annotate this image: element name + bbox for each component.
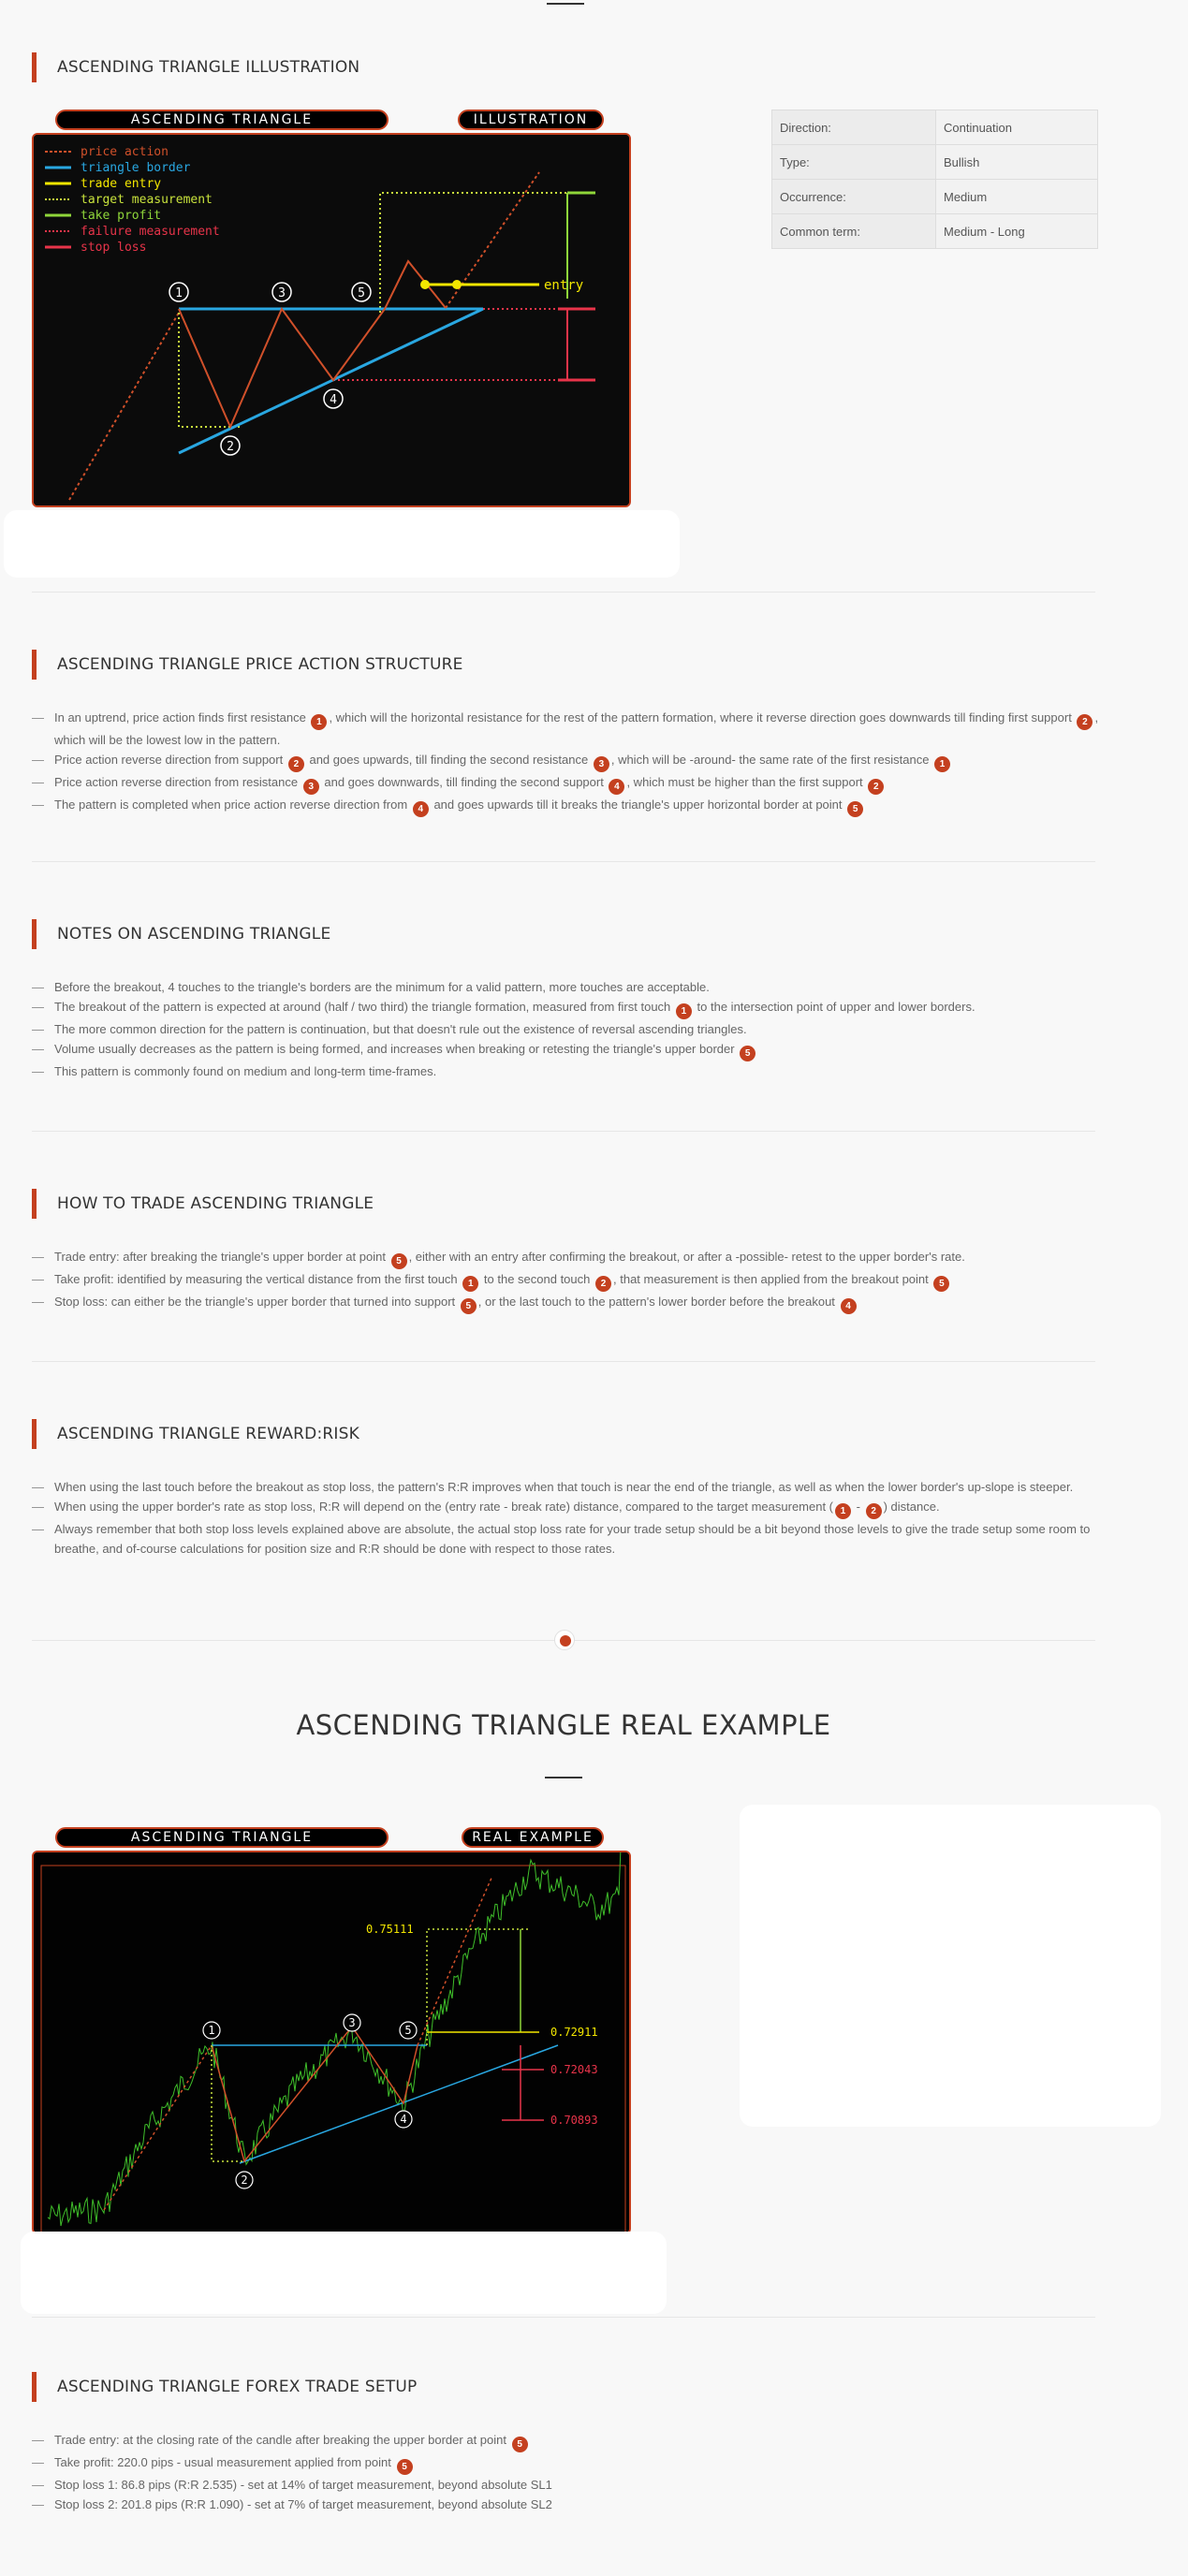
section-divider — [32, 861, 1095, 862]
price-sl1-label: 0.72043 — [550, 2063, 598, 2076]
list-item: — This pattern is commonly found on medium and long-term time-frames. — [32, 1061, 1099, 1081]
price-target-label: 0.75111 — [366, 1923, 414, 1936]
legend-take-profit: take profit — [81, 209, 162, 223]
section-reward-heading — [32, 1419, 359, 1449]
list-item: — Take profit: 220.0 pips - usual measurement applied from point 5 — [32, 2452, 1099, 2475]
real-example-svg — [34, 1852, 631, 2234]
list-item: — When using the last touch before the breakout as stop loss, the pattern's R:R improves when that touch is near the end of the triangle, as well as when the lower border's up-slope is steeper. — [32, 1477, 1099, 1497]
list-item: — The breakout of the pattern is expected at around (half / two third) the triangle formation, measured from first touch 1 to the intersection point of upper and lower borders. — [32, 997, 1099, 1019]
info-key: Direction: — [772, 110, 936, 145]
section-setup-heading — [32, 2372, 417, 2402]
price-entry-label: 0.72911 — [550, 2026, 598, 2039]
legend-stop-loss: stop loss — [81, 241, 147, 255]
table-row — [772, 145, 1098, 180]
legend-trade-entry: trade entry — [81, 177, 162, 191]
legend-target-measurement: target measurement — [81, 193, 213, 207]
list-item: — When using the upper border's rate as stop loss, R:R will depend on the (entry rate - break rate) distance, compared to the target measurement ( 1 - 2 ) distance. — [32, 1497, 1099, 1519]
blank-panel — [21, 2232, 667, 2314]
legend-failure-measurement: failure measurement — [81, 225, 220, 239]
list-item: — Before the breakout, 4 touches to the triangle's borders are the minimum for a valid pattern, more touches are acceptable. — [32, 977, 1099, 997]
heading-accent-bar — [32, 2372, 37, 2402]
table-row — [772, 110, 1098, 145]
section-structure-heading — [32, 650, 463, 680]
list-item: — Stop loss 2: 201.8 pips (R:R 1.090) - set at 7% of target measurement, beyond absolute SL2 — [32, 2495, 1099, 2514]
blank-panel — [4, 510, 680, 578]
list-item: — Trade entry: at the closing rate of the candle after breaking the upper border at point 5 — [32, 2430, 1099, 2452]
heading-accent-bar — [32, 1419, 37, 1449]
section-title: ASCENDING TRIANGLE REWARD:RISK — [57, 1425, 359, 1443]
structure-list — [32, 708, 1099, 817]
list-item: — Volume usually decreases as the pattern is being formed, and increases when breaking or retesting the triangle's upper border 5 — [32, 1039, 1099, 1061]
heading-accent-bar — [32, 919, 37, 949]
list-item: — Price action reverse direction from support 2 and goes upwards, till finding the second resistance 3 , which will be -around- the same rate of the first resistance 1 — [32, 750, 1099, 772]
section-notes-heading — [32, 919, 330, 949]
list-item: — Take profit: identified by measuring the vertical distance from the first touch 1 to the second touch 2 , that measurement is then applied from the breakout point 5 — [32, 1269, 1099, 1292]
table-row — [772, 180, 1098, 214]
section-title: HOW TO TRADE ASCENDING TRIANGLE — [57, 1194, 374, 1213]
section-divider — [32, 592, 1095, 593]
list-item: — Stop loss: can either be the triangle's upper border that turned into support 5 , or the last touch to the pattern's lower border before the breakout 4 — [32, 1292, 1099, 1314]
point-5: 5 — [404, 2024, 412, 2037]
table-row — [772, 214, 1098, 249]
illustration-tab-left: ASCENDING TRIANGLE — [55, 110, 389, 130]
ascending-triangle-illustration — [32, 133, 631, 507]
list-item: — Always remember that both stop loss levels explained above are absolute, the actual stop loss rate for your trade setup should be a bit beyond those levels to give the trade setup some room to breathe, and of-course calculations for position size and R:R should be done with respect to those rates. — [32, 1519, 1099, 1559]
point-1: 1 — [208, 2024, 215, 2037]
list-item: — Trade entry: after breaking the triangle's upper border at point 5 , either with an entry after confirming the breakout, or after a -possible- retest to the upper border's rate. — [32, 1247, 1099, 1269]
info-value: Continuation — [936, 110, 1098, 145]
section-illustration-heading — [32, 52, 359, 82]
point-2: 2 — [241, 2174, 248, 2187]
point-4: 4 — [330, 393, 337, 407]
heading-accent-bar — [32, 650, 37, 680]
real-example-tab-right: REAL EXAMPLE — [462, 1827, 604, 1848]
info-key: Occurrence: — [772, 180, 936, 214]
section-divider — [32, 2317, 1095, 2318]
real-example-tab-left: ASCENDING TRIANGLE — [55, 1827, 389, 1848]
entry-label: entry — [544, 278, 584, 293]
real-example-chart — [32, 1851, 631, 2234]
list-item: — The more common direction for the pattern is continuation, but that doesn't rule out the existence of reversal ascending triangles. — [32, 1019, 1099, 1039]
notes-list — [32, 977, 1099, 1081]
point-3: 3 — [348, 2016, 356, 2029]
point-4: 4 — [400, 2113, 407, 2126]
price-sl2-label: 0.70893 — [550, 2114, 598, 2127]
section-title: ASCENDING TRIANGLE FOREX TRADE SETUP — [57, 2378, 418, 2396]
info-value: Bullish — [936, 145, 1098, 180]
trade-list — [32, 1247, 1099, 1314]
illustration-svg — [34, 135, 631, 507]
info-value: Medium — [936, 180, 1098, 214]
title-rule — [545, 1777, 582, 1778]
section-separator-dot — [554, 1630, 575, 1650]
list-item: — In an uptrend, price action finds first resistance 1 , which will the horizontal resistance for the rest of the pattern formation, where it reverse direction goes downwards till finding first support 2 , which will be the lowest low in the pattern. — [32, 708, 1099, 750]
point-2: 2 — [227, 440, 234, 454]
setup-list — [32, 2430, 1099, 2514]
info-key: Type: — [772, 145, 936, 180]
illustration-tab-right: ILLUSTRATION — [458, 110, 604, 130]
list-item: — Stop loss 1: 86.8 pips (R:R 2.535) - set at 14% of target measurement, beyond absolute SL1 — [32, 2475, 1099, 2495]
section-title: ASCENDING TRIANGLE PRICE ACTION STRUCTURE — [57, 655, 463, 674]
point-1: 1 — [175, 286, 183, 300]
list-item: — The pattern is completed when price action reverse direction from 4 and goes upwards till it breaks the triangle's upper horizontal border at point 5 — [32, 795, 1099, 817]
heading-accent-bar — [32, 1189, 37, 1219]
real-example-title: ASCENDING TRIANGLE REAL EXAMPLE — [296, 1709, 831, 1741]
heading-accent-bar — [32, 52, 37, 82]
section-title: ASCENDING TRIANGLE ILLUSTRATION — [57, 58, 360, 77]
list-item: — Price action reverse direction from resistance 3 and goes downwards, till finding the second support 4 , which must be higher than the first support 2 — [32, 772, 1099, 795]
legend-price-action: price action — [81, 145, 169, 159]
section-trade-heading — [32, 1189, 374, 1219]
legend-triangle-border: triangle border — [81, 161, 191, 175]
point-3: 3 — [278, 286, 286, 300]
section-divider — [32, 1361, 1095, 1362]
point-5: 5 — [358, 286, 365, 300]
top-rule — [547, 3, 584, 5]
info-value: Medium - Long — [936, 214, 1098, 249]
section-title: NOTES ON ASCENDING TRIANGLE — [57, 925, 331, 944]
reward-list — [32, 1477, 1099, 1559]
section-divider — [32, 1131, 1095, 1132]
pattern-info-table — [771, 110, 1098, 249]
info-key: Common term: — [772, 214, 936, 249]
blank-side-panel — [740, 1805, 1161, 2127]
